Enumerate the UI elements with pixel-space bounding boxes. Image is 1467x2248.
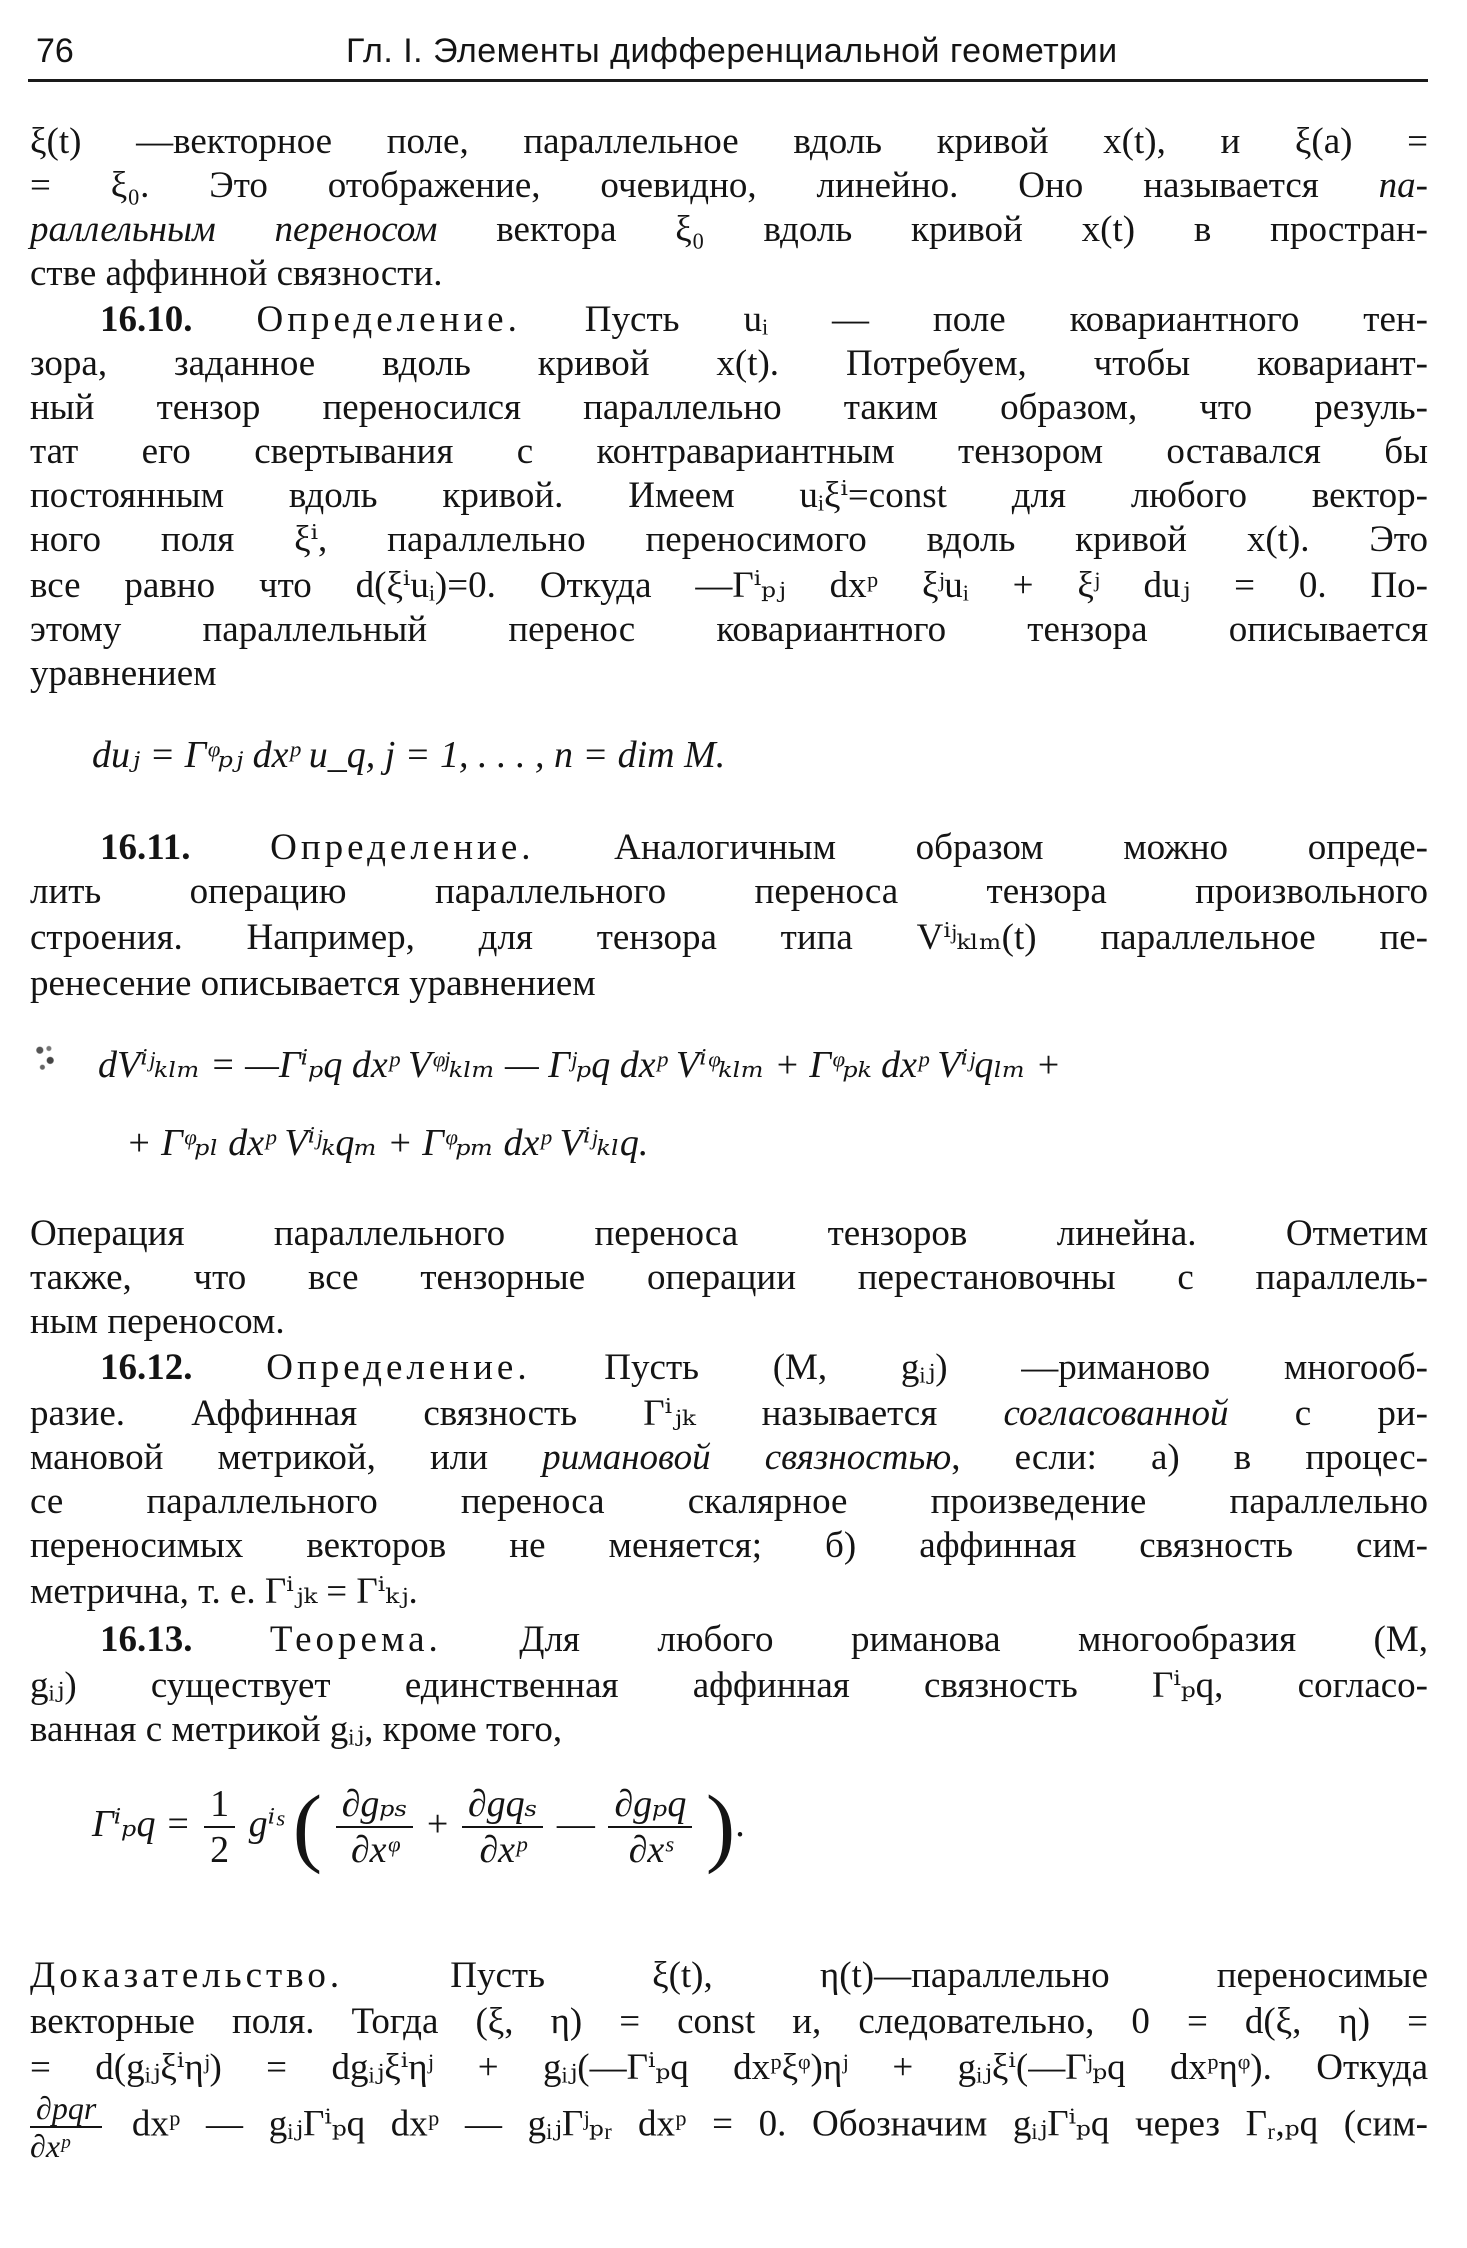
- text-line: строения. Например, для тензора типа Vⁱʲₖₗₘ(t) параллельное пе-: [30, 917, 1428, 958]
- text-line: се параллельного переноса скалярное произведение параллельно: [30, 1481, 1428, 1522]
- page-header: [28, 20, 1428, 82]
- equation-parallel-transport-covector: duⱼ = Γᵠₚⱼ dxᵖ u_q, j = 1, . . . , n = dim M.: [92, 734, 726, 776]
- equation-tensor-transport-line-2: + Γᵠₚₗ dxᵖ Vⁱʲₖqₘ + Γᵠₚₘ dxᵖ Vⁱʲₖₗq.: [126, 1122, 649, 1164]
- section-16-13-heading-line: 16.13. Теорема. Для любого риманова многообразия (M,: [100, 1619, 1428, 1660]
- text-line: также, что все тензорные операции перестановочны с параллель-: [30, 1257, 1428, 1298]
- fraction-dg-pq: $\frac{\text{∂gₚq}}{\text{∂xˢ}}$: [608, 1782, 692, 1872]
- proof-heading-line: Доказательство. Пусть ξ(t), η(t)—параллельно переносимые: [30, 1955, 1428, 1996]
- text-line: зора, заданное вдоль кривой x(t). Потребуем, чтобы ковариант-: [30, 343, 1428, 384]
- section-16-12-heading-line: 16.12. Определение. Пусть (M, gᵢⱼ) —риманово многооб-: [100, 1347, 1428, 1388]
- text-line: метрична, т. е. Γⁱⱼₖ = Γⁱₖⱼ.: [30, 1571, 418, 1612]
- text-line: = d(gᵢⱼξⁱηʲ) = dgᵢⱼξⁱηʲ + gᵢⱼ(—Γⁱₚq dxᵖξᵠ)ηʲ + gᵢⱼξⁱ(—Γʲₚq dxᵖηᵠ). Откуда: [30, 2047, 1428, 2088]
- equation-christoffel-symbols: Γⁱₚq = $\frac{1}{2}$ gⁱˢ ( $\frac{\text{∂gₚₛ}}{\text{∂xᵠ}}$ + $\frac{\text{∂gqₛ}}{\text{∂xᵖ}}$ — $\frac{\text{∂gₚq}}{\text{∂xˢ}}$ ).: [92, 1778, 745, 1876]
- equation-tensor-transport-line-1: dVⁱʲₖₗₘ = —Γⁱₚq dxᵖ Vᵠʲₖₗₘ — Γʲₚq dxᵖ Vⁱᵠₖₗₘ + Γᵠₚₖ dxᵖ Vⁱʲqₗₘ +: [98, 1044, 1062, 1086]
- text-line: этому параллельный перенос ковариантного тензора описывается: [30, 609, 1428, 650]
- text-line: мановой метрикой, или римановой связностью, если: а) в процес-: [30, 1437, 1429, 1478]
- text-line: = ξ₀. Это отображение, очевидно, линейно. Оно называется па-: [30, 165, 1428, 206]
- text-line: ного поля ξⁱ, параллельно переносимого вдоль кривой x(t). Это: [30, 519, 1428, 560]
- running-head: Гл. I. Элементы дифференциальной геометрии: [346, 32, 1118, 70]
- text-line: переносимых векторов не меняется; б) аффинная связность сим-: [30, 1525, 1428, 1566]
- fraction-dp-qr: $\frac{\text{∂pqr}}{\text{∂xᵖ}}$: [30, 2090, 102, 2164]
- page-number: 76: [36, 32, 74, 70]
- fraction-dg-qs: $\frac{\text{∂gqₛ}}{\text{∂xᵖ}}$: [462, 1782, 544, 1872]
- text-line: раллельным переносом вектора ξ₀ вдоль кривой x(t) в простран-: [30, 209, 1428, 250]
- text-line: Операция параллельного переноса тензоров линейна. Отметим: [30, 1213, 1428, 1254]
- section-16-10-heading-line: 16.10. Определение. Пусть uᵢ — поле ковариантного тен-: [100, 299, 1429, 340]
- text-line: уравнением: [30, 653, 217, 694]
- text-line: $\frac{\text{∂pqr}}{\text{∂xᵖ}}$ dxᵖ — gᵢⱼΓⁱₚq dxᵖ — gᵢⱼΓʲₚᵣ dxᵖ = 0. Обозначим gᵢⱼΓⁱₚq через Γᵣ,ₚq (сим-: [30, 2090, 1428, 2164]
- text-line: ный тензор переносился параллельно таким образом, что резуль-: [30, 387, 1428, 428]
- text-line: лить операцию параллельного переноса тензора произвольного: [30, 871, 1428, 912]
- left-paren: (: [292, 1778, 323, 1876]
- text-line: тат его свертывания с контравариантным тензором оставался бы: [30, 431, 1428, 472]
- equation-lhs: Γⁱₚq =: [92, 1803, 191, 1845]
- text-line: постоянным вдоль кривой. Имеем uᵢξⁱ=const для любого вектор-: [30, 475, 1428, 516]
- right-paren: ): [705, 1778, 736, 1876]
- text-line: векторные поля. Тогда (ξ, η) = const и, следовательно, 0 = d(ξ, η) =: [30, 2001, 1428, 2042]
- text-line: стве аффинной связности.: [30, 253, 443, 294]
- header-rule: [28, 79, 1428, 82]
- fraction-one-half: $\frac{1}{2}$: [204, 1782, 235, 1872]
- fraction-dg-ps: $\frac{\text{∂gₚₛ}}{\text{∂xᵠ}}$: [336, 1782, 414, 1872]
- print-smudge: [32, 1040, 58, 1074]
- text-line: все равно что d(ξⁱuᵢ)=0. Откуда —Γⁱₚⱼ dxᵖ ξʲuᵢ + ξʲ duⱼ = 0. По-: [30, 565, 1428, 606]
- text-line: ренесение описывается уравнением: [30, 963, 596, 1004]
- text-line: ванная с метрикой gᵢⱼ, кроме того,: [30, 1709, 563, 1750]
- text-line: gᵢⱼ) существует единственная аффинная связность Γⁱₚq, согласо-: [30, 1665, 1428, 1706]
- text-line: разие. Аффинная связность Γⁱⱼₖ называется согласованной с ри-: [30, 1393, 1428, 1434]
- text-line: ξ(t) —векторное поле, параллельное вдоль кривой x(t), и ξ(a) =: [30, 121, 1428, 162]
- text-line: ным переносом.: [30, 1301, 285, 1342]
- metric-inverse: gⁱˢ: [248, 1803, 284, 1845]
- section-16-11-heading-line: 16.11. Определение. Аналогичным образом можно опреде-: [100, 827, 1428, 868]
